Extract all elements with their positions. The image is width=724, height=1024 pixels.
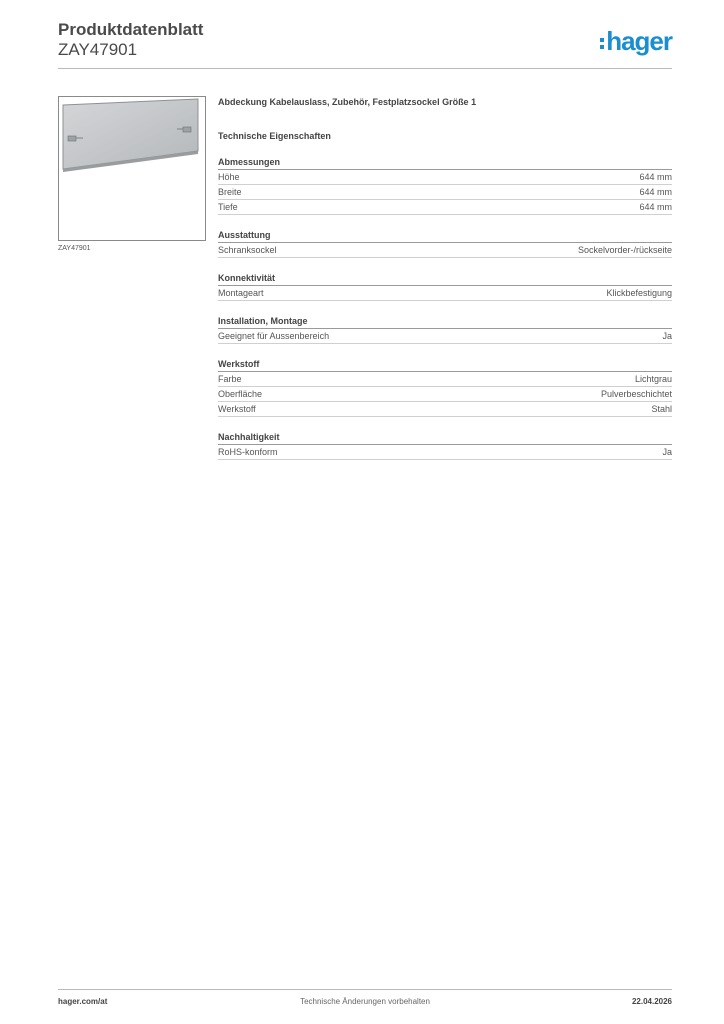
footer-divider xyxy=(58,989,672,990)
footer-website-link[interactable]: hager.com/at xyxy=(58,997,108,1006)
section-material xyxy=(218,358,672,417)
image-caption: ZAY47901 xyxy=(58,245,91,252)
table-row xyxy=(218,200,672,215)
logo-dots-icon xyxy=(600,35,604,52)
row-label: Montageart xyxy=(218,288,264,298)
table-row xyxy=(218,185,672,200)
row-label: RoHS-konform xyxy=(218,447,278,457)
section-title: Nachhaltigkeit xyxy=(218,431,672,445)
section-title: Konnektivität xyxy=(218,272,672,286)
footer-date: 22.04.2026 xyxy=(631,997,672,1006)
table-row xyxy=(218,445,672,460)
row-value: Pulverbeschichtet xyxy=(600,389,672,399)
table-row xyxy=(218,286,672,301)
section-title: Werkstoff xyxy=(218,358,672,372)
table-row xyxy=(218,243,672,258)
row-label: Farbe xyxy=(218,374,242,384)
tech-properties-heading: Technische Eigenschaften xyxy=(218,131,331,141)
row-value: Klickbefestigung xyxy=(606,288,672,298)
section-title: Abmessungen xyxy=(218,156,672,170)
row-value: 644 mm xyxy=(639,187,672,197)
product-details xyxy=(218,96,672,460)
logo-text: hager xyxy=(606,26,672,56)
table-row xyxy=(218,170,672,185)
section-installation xyxy=(218,315,672,344)
row-value: Lichtgrau xyxy=(634,374,672,384)
table-row xyxy=(218,387,672,402)
section-dimensions xyxy=(218,156,672,215)
row-value: 644 mm xyxy=(639,172,672,182)
hager-logo xyxy=(600,28,672,54)
row-label: Werkstoff xyxy=(218,404,256,414)
product-code: ZAY47901 xyxy=(58,40,138,59)
row-label: Oberfläche xyxy=(218,389,263,399)
page-footer xyxy=(58,997,672,1009)
footer-notice: Technische Änderungen vorbehalten xyxy=(300,997,430,1006)
row-value: Sockelvorder-/rückseite xyxy=(577,245,672,255)
table-row xyxy=(218,402,672,417)
cover-plate-illustration xyxy=(59,97,205,240)
section-title: Ausstattung xyxy=(218,229,672,243)
row-value: Stahl xyxy=(651,404,672,414)
row-label: Tiefe xyxy=(218,202,238,212)
row-label: Geeignet für Aussenbereich xyxy=(218,331,330,341)
section-equipment xyxy=(218,229,672,258)
table-row xyxy=(218,372,672,387)
product-name: Abdeckung Kabelauslass, Zubehör, Festplatzsockel Größe 1 xyxy=(218,97,477,107)
row-label: Höhe xyxy=(218,172,240,182)
row-value: Ja xyxy=(662,447,672,457)
section-sustainability xyxy=(218,431,672,460)
row-value: 644 mm xyxy=(639,202,672,212)
row-value: Ja xyxy=(662,331,672,341)
table-row xyxy=(218,329,672,344)
product-image xyxy=(58,96,206,241)
page-title: Produktdatenblatt xyxy=(58,20,204,39)
row-label: Breite xyxy=(218,187,242,197)
header-divider xyxy=(58,68,672,69)
page-header xyxy=(58,20,672,68)
row-label: Schranksockel xyxy=(218,245,277,255)
section-title: Installation, Montage xyxy=(218,315,672,329)
section-connectivity xyxy=(218,272,672,301)
